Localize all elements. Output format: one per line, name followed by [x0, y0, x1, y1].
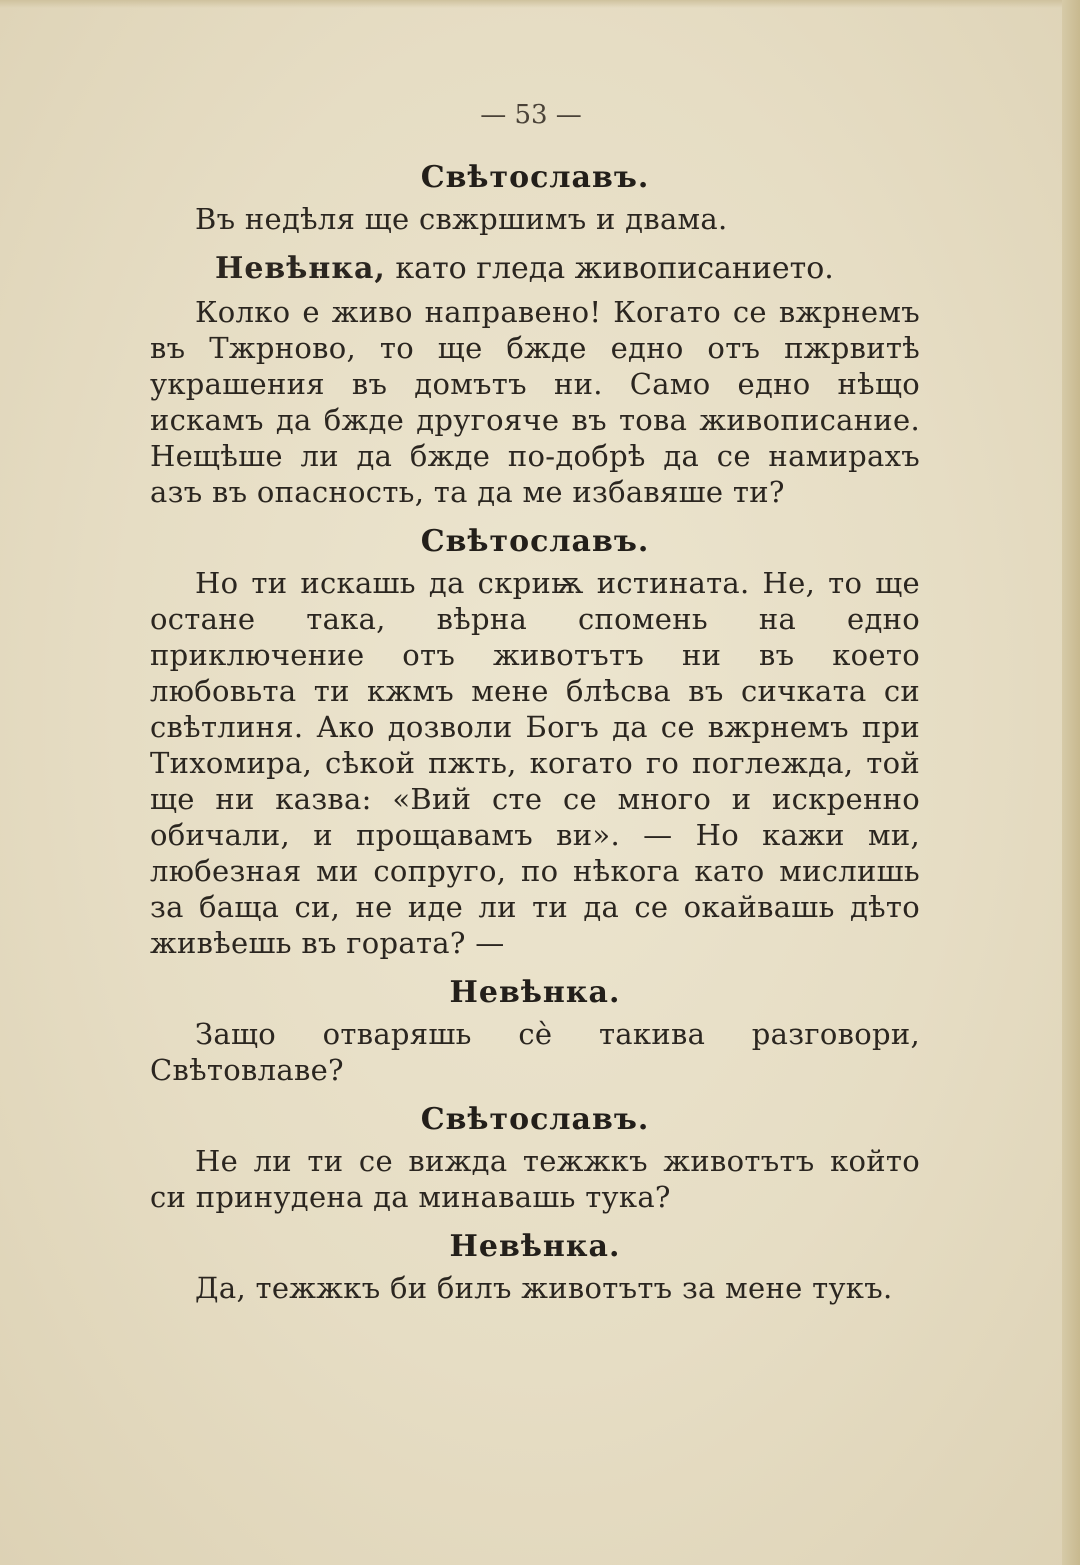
speaker-with-stage-direction: [150, 251, 920, 286]
page-content: [150, 100, 920, 1312]
dialogue-paragraph: Да, тежжкъ би билъ животътъ за мене тукъ.: [195, 1271, 893, 1305]
dialogue-paragraph: Но ти искашь да скриѭ истината. Не, то ще остане така, вѣрна спомень на едно приключение отъ животътъ ни въ което любовьта ти кжмъ мене блѣсва въ сичката си свѣтлиня. Ако дозволи Богъ да се вжрнемъ при Тихомира, сѣкой пжть, когато го поглежда, той ще ни казва: «Вий сте се много и искренно обичали, и прощавамъ ви». — Но кажи ми, любезная ми сопруго, по нѣкога като мислишь за баща си, не иде ли ти да се окайвашь дѣто живѣешь въ гората? —: [150, 566, 920, 960]
speaker-heading: Свѣтославъ.: [420, 1102, 650, 1137]
speaker-name: Невѣнка,: [215, 251, 386, 286]
speaker-heading: Свѣтославъ.: [420, 524, 650, 559]
stage-direction: като гледа живописанието.: [385, 251, 834, 286]
speaker-heading: Невѣнка.: [449, 975, 621, 1010]
page-number: — 53 —: [480, 100, 582, 130]
dialogue-paragraph: Колко е живо направено! Когато се вжрнемъ въ Тжрново, то ще бжде едно отъ пжрвитѣ украшения въ домътъ ни. Само едно нѣщо искамъ да бжде другояче въ това живописание. Нещѣше ли да бжде по-добрѣ да се намирахъ азъ въ опасность, та да ме избавяше ти?: [150, 295, 920, 509]
dialogue-paragraph: Не ли ти се вижда тежжкъ животътъ който си принудена да минавашь тука?: [150, 1144, 920, 1214]
dialogue-paragraph: Защо отваряшь сѐ такива разговори, Свѣтовлаве?: [150, 1017, 920, 1087]
speaker-heading: Невѣнка.: [449, 1229, 621, 1264]
page-top-edge: [0, 0, 1080, 8]
dialogue-paragraph: Въ недѣля ще свжршимъ и двама.: [195, 202, 728, 236]
page-right-edge: [1062, 0, 1080, 1565]
speaker-heading: Свѣтославъ.: [420, 160, 650, 195]
